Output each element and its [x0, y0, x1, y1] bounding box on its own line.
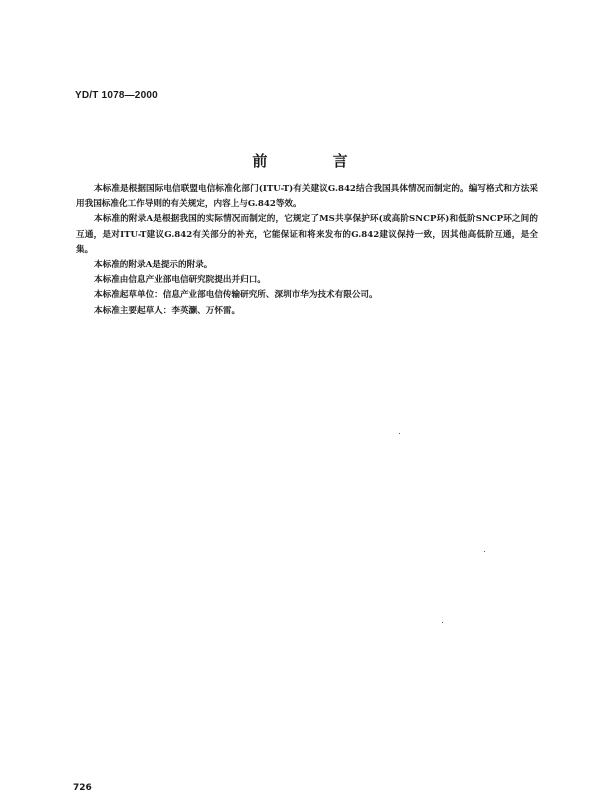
scan-speck — [484, 551, 485, 552]
scan-speck — [442, 622, 443, 623]
paragraph-1: 本标准是根据国际电信联盟电信标准化部门(ITU-T)有关建议G.842结合我国具体情况而制定的。编写格式和方法采用我国标准化工作导则的有关规定，内容上与G.842等效。 — [76, 184, 538, 210]
paragraph-5: 本标准起草单位：信息产业部电信传输研究所、深圳市华为技术有限公司。 — [94, 290, 378, 301]
page-number: 726 — [73, 783, 92, 793]
paragraph-2: 本标准的附录A是根据我国的实际情况而制定的，它规定了MS共享保护环(或高阶SNCP环)和低阶SNCP环之间的互通，是对ITU-T建议G.842有关部分的补充，它能保证和将来发布的G.842建议保持一致，因其他高低阶互通，是全集。 — [76, 214, 538, 255]
scan-speck — [399, 433, 400, 434]
paragraph-4: 本标准由信息产业部电信研究院提出并归口。 — [94, 275, 266, 286]
foreword-body — [76, 182, 538, 319]
paragraph-3: 本标准的附录A是提示的附录。 — [94, 260, 213, 271]
standard-code: YD/T 1078—2000 — [75, 90, 158, 101]
page-title: 前 言 — [252, 152, 378, 170]
paragraph-6: 本标准主要起草人：李英灏、万怀雷。 — [94, 305, 241, 316]
